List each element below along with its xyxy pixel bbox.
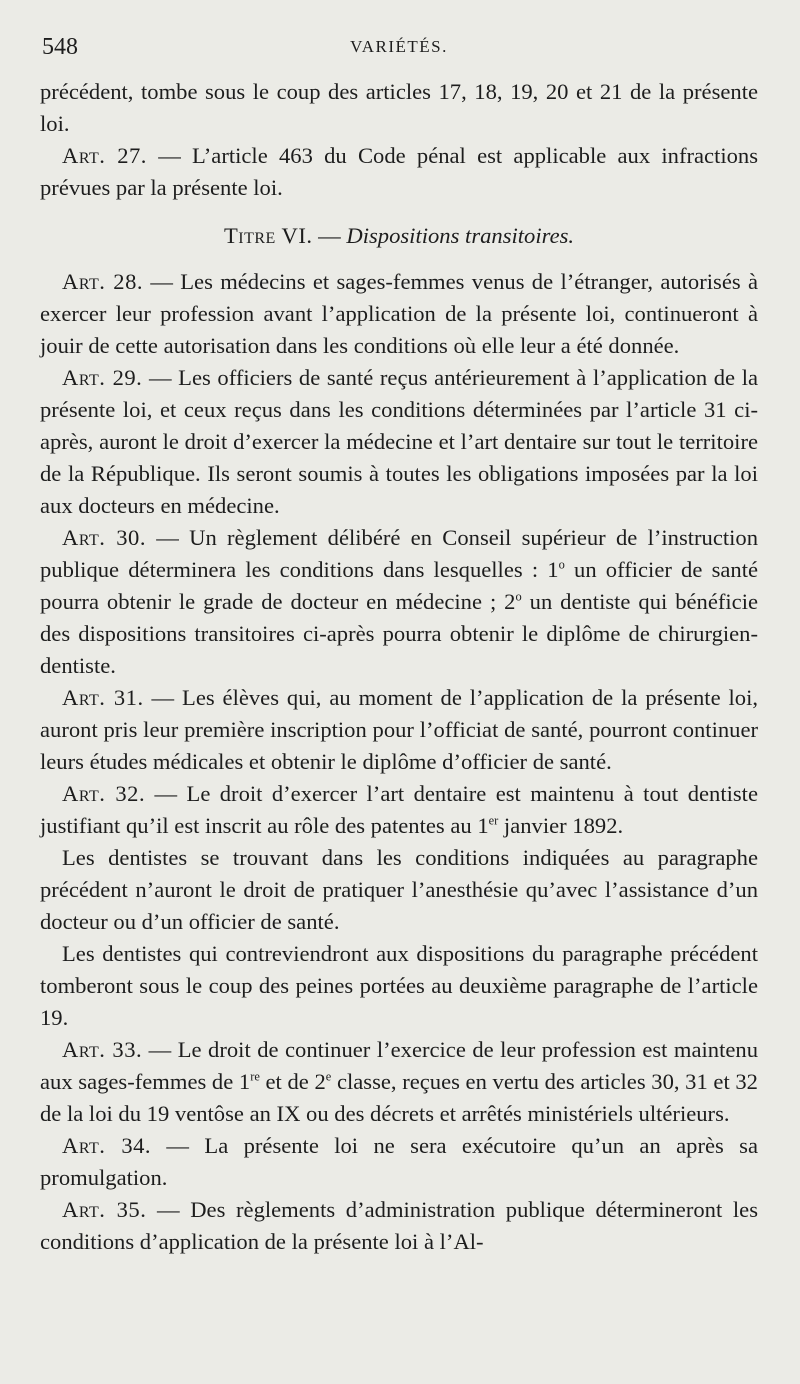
intro-paragraph: précédent, tombe sous le coup des articles 17, 18, 19, 20 et 21 de la présente loi. [40, 79, 758, 136]
article-32-paragraph-3: Les dentistes qui contreviendront aux dispositions du paragraphe précédent tomberont sous le coup des peines portées au deuxième paragraphe de l’article 19. [40, 941, 758, 1030]
article-35: Art. 35. — Des règlements d’administration publique détermineront les conditions d’application de la présente loi à l’Al- [40, 1197, 758, 1254]
running-header [40, 30, 758, 76]
article-34: Art. 34. — La présente loi ne sera exécutoire qu’un an après sa promulgation. [40, 1133, 758, 1190]
article-label: Art. 30. [62, 525, 146, 550]
article-33: Art. 33. — Le droit de continuer l’exercice de leur profession est maintenu aux sages-femmes de 1re et de 2e classe, reçues en vertu des articles 30, 31 et 32 de la loi du 19 ventôse an IX ou des décrets et arrêtés ministériels ultérieurs. [40, 1037, 759, 1126]
title-heading: Titre VI. — Dispositions transitoires. [223, 223, 575, 248]
article-label: Art. 32. [62, 781, 146, 806]
article-30: Art. 30. — Un règlement délibéré en Conseil supérieur de l’instruction publique déterminera les conditions dans lesquelles : 1$^o$ un officier de santé pourra obtenir le grade de docteur en médecine ; 2$^o$ un dentiste qui bénéficie des dispositions transitoires ci-après pourra obtenir le diplôme de chirurgien-dentiste. [40, 525, 759, 678]
document-page [40, 30, 758, 1258]
article-29: Art. 29. — Les officiers de santé reçus antérieurement à l’application de la présente loi, et ceux reçus dans les conditions déterminées par l’article 31 ci-après, auront le droit d’exercer la médecine et l’art dentaire sur tout le territoire de la République. Ils seront soumis à toutes les obligations imposées par la loi aux docteurs en médecine. [40, 365, 758, 518]
page-number: 548 [42, 34, 78, 60]
article-31: Art. 31. — Les élèves qui, au moment de l’application de la présente loi, auront pris leur première inscription pour l’officiat de santé, pourront continuer leurs études médicales et obtenir le diplôme d’officier de santé. [40, 685, 759, 774]
article-27: Art. 27. — L’article 463 du Code pénal est applicable aux infractions prévues par la présente loi. [40, 143, 759, 200]
section-heading: Dispositions transitoires. [346, 223, 575, 248]
title-label: Titre VI. [223, 223, 313, 248]
article-label: Art. 31. [62, 685, 144, 710]
article-32-paragraph-2: Les dentistes se trouvant dans les conditions indiquées au paragraphe précédent n’auront le droit de pratiquer l’anesthésie qu’avec l’assistance d’un docteur ou d’un officier de santé. [40, 845, 758, 934]
article-label: Art. 28. [62, 269, 144, 294]
article-label: Art. 35. [62, 1197, 147, 1222]
body-text [40, 76, 758, 1258]
article-label: Art. 27. [62, 143, 147, 168]
article-32: Art. 32. — Le droit d’exercer l’art dentaire est maintenu à tout dentiste justifiant qu’il est inscrit au rôle des patentes au 1er janvier 1892. [40, 781, 758, 838]
article-28: Art. 28. — Les médecins et sages-femmes venus de l’étranger, autorisés à exercer leur profession avant l’application de la présente loi, continueront à jouir de cette autorisation dans les conditions où elle leur a été donnée. [40, 269, 758, 358]
running-title: VARIÉTÉS. [350, 37, 448, 56]
article-label: Art. 33. [62, 1037, 143, 1062]
article-label: Art. 34. [62, 1133, 152, 1158]
article-label: Art. 29. [62, 365, 143, 390]
